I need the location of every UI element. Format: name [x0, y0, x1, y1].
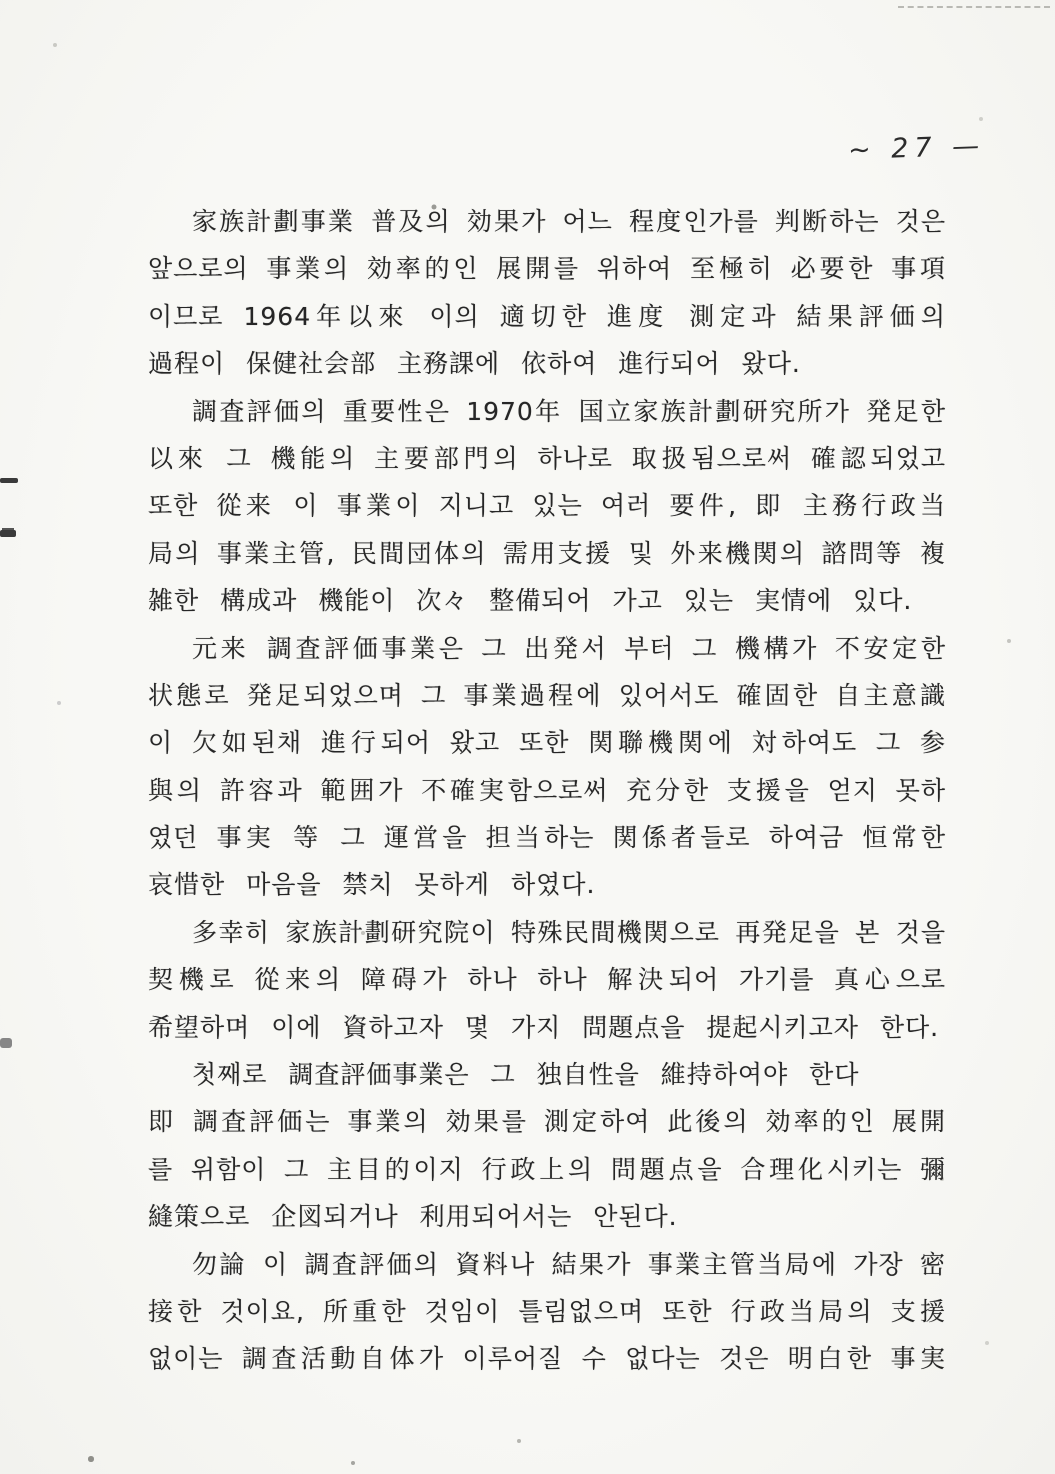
- text-line: 雑한 構成과 機能이 次々 整備되어 가고 있는 実情에 있다.: [148, 586, 913, 616]
- text-line: 契機로 從来의 障碍가 하나 하나 解決되어 가기를 真心으로: [148, 965, 946, 995]
- text-line: 를 위함이 그 主目的이지 行政上의 問題点을 合理化시키는 彌: [148, 1154, 946, 1184]
- text-line: 없이는 調査活動自体가 이루어질 수 없다는 것은 明白한 事実: [148, 1344, 946, 1374]
- text-line: 縫策으로 企図되거나 利用되어서는 안된다.: [148, 1202, 678, 1232]
- text-line: 局의 事業主管, 民間団体의 需用支援 및 外来機関의 諮問等 複: [148, 538, 946, 568]
- text-line: 状態로 発足되었으며 그 事業過程에 있어서도 確固한 自主意識: [148, 680, 946, 710]
- text-line: 多幸히 家族計劃研究院이 特殊民間機関으로 再発足을 본 것을: [192, 917, 946, 947]
- text-line: 이므로 1964年以來 이의 適切한 進度 測定과 結果評価의: [148, 301, 946, 331]
- scan-speckles: [0, 0, 2, 2]
- text-line: 接한 것이요, 所重한 것임이 틀림없으며 또한 行政当局의 支援: [148, 1296, 946, 1326]
- text-line: 였던 事実 等 그 運営을 担当하는 関係者들로 하여금 恒常한: [148, 823, 946, 853]
- scan-artifact-left-squiggle: [0, 1038, 12, 1048]
- scan-artifact-top-edge: [898, 6, 1050, 10]
- page-number: ~ 27 —: [847, 130, 986, 167]
- text-line: 即 調査評価는 事業의 効果를 測定하여 此後의 効率的인 展開: [148, 1107, 946, 1137]
- text-line: 與의 許容과 範囲가 不確実함으로써 充分한 支援을 얻지 못하: [148, 775, 946, 805]
- text-line: 調査評価의 重要性은 1970年 国立家族計劃研究所가 発足한: [192, 396, 946, 426]
- text-line: 이 欠如된채 進行되어 왔고 또한 関聯機関에 対하여도 그 参: [148, 728, 946, 758]
- scan-artifact-left-dash: [0, 478, 18, 483]
- text-line: 希望하며 이에 資하고자 몇 가지 問題点을 提起시키고자 한다.: [148, 1012, 940, 1042]
- text-line: 過程이 保健社会部 主務課에 依하여 進行되어 왔다.: [148, 349, 801, 379]
- scan-artifact-left-mark: [0, 530, 16, 537]
- text-line: 勿論 이 調査評価의 資料나 結果가 事業主管当局에 가장 密: [192, 1249, 946, 1279]
- text-line: 첫째로 調査評価事業은 그 独自性을 維持하여야 한다: [192, 1060, 860, 1090]
- text-line: 또한 從来 이 事業이 지니고 있는 여러 要件, 即 主務行政当: [148, 491, 946, 521]
- text-line: 앞으로의 事業의 効率的인 展開를 위하여 至極히 必要한 事項: [148, 254, 946, 284]
- text-line: 家族計劃事業 普及의 効果가 어느 程度인가를 判断하는 것은: [192, 207, 946, 236]
- text-line: 元来 調査評価事業은 그 出発서 부터 그 機構가 不安定한: [192, 633, 946, 663]
- text-body: [148, 198, 946, 1383]
- text-line: 以來 그 機能의 主要部門의 하나로 取扱됨으로써 確認되었고: [148, 443, 946, 473]
- text-line: 哀惜한 마음을 禁치 못하게 하였다.: [148, 870, 596, 900]
